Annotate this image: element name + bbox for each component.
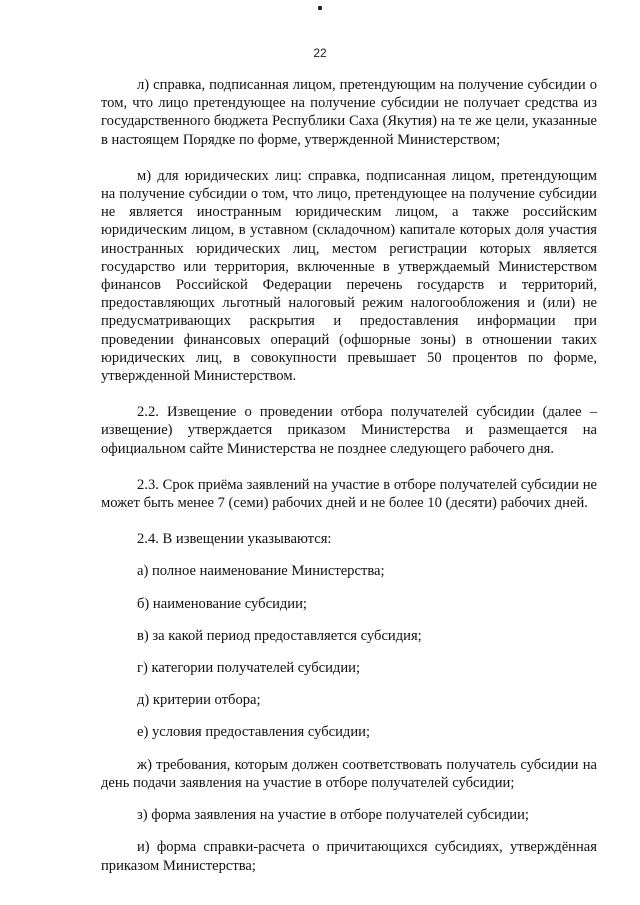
list-item-z: з) форма заявления на участие в отборе получателей субсидии; [137, 807, 529, 824]
list-item-zh: ж) требования, которым должен соответствовать получатель субсидии на день подачи заявления на участие в отборе получателей субсидии; [101, 756, 597, 791]
paragraph-2-3: 2.3. Срок приёма заявлений на участие в отборе получателей субсидии не может быть менее 7 (семи) рабочих дней и не более 10 (десяти) рабочих дней. [101, 476, 597, 512]
paragraph-m: м) для юридических лиц: справка, подписанная лицом, претендующим на получение субсидии о том, что лицо, претендующее на получение субсидии не является иностранным юридическим лицом, а также российским юридическим лицом, в уставном (складочном) капитале которых доля участия иностранных юридических лиц, местом регистрации которых является государство или территория, включенные в утверждаемый Министерством финансов Российской Федерации перечень государств и территорий, предоставляющих льготный налоговый режим налогообложения и (или) не предусматривающих раскрытия и предоставления информации при проведении финансовых операций (офшорные зоны) в отношении таких юридических лиц, в совокупности превышает 50 процентов по форме, утвержденной Министерством. [101, 167, 597, 385]
scan-mark [318, 6, 322, 10]
list-item-i: и) форма справки-расчета о причитающихся субсидиях, утверждённая приказом Министерства; [101, 839, 597, 874]
paragraph-l: л) справка, подписанная лицом, претендующим на получение субсидии о том, что лицо претендующее на получение субсидии не получает средства из государственного бюджета Республики Саха (Якутия) на те же цели, указанные в настоящем Порядке по форме, утвержденной Министерством; [101, 77, 597, 148]
paragraph-2-4: 2.4. В извещении указываются: [137, 531, 332, 548]
document-body [101, 76, 597, 875]
list-item-e: е) условия предоставления субсидии; [137, 724, 371, 741]
page-number: 22 [313, 46, 327, 60]
paragraph-2-2: 2.2. Извещение о проведении отбора получателей субсидии (далее – извещение) утверждается приказом Министерства и размещается на официальном сайте Министерства не позднее следующего рабочего дня. [101, 404, 597, 457]
list-item-b: б) наименование субсидии; [137, 595, 307, 612]
list-item-a: а) полное наименование Министерства; [137, 563, 385, 580]
list-item-v: в) за какой период предоставляется субсидия; [137, 627, 422, 644]
list-item-d: д) критерии отбора; [137, 692, 261, 709]
list-item-g: г) категории получателей субсидии; [137, 660, 361, 677]
